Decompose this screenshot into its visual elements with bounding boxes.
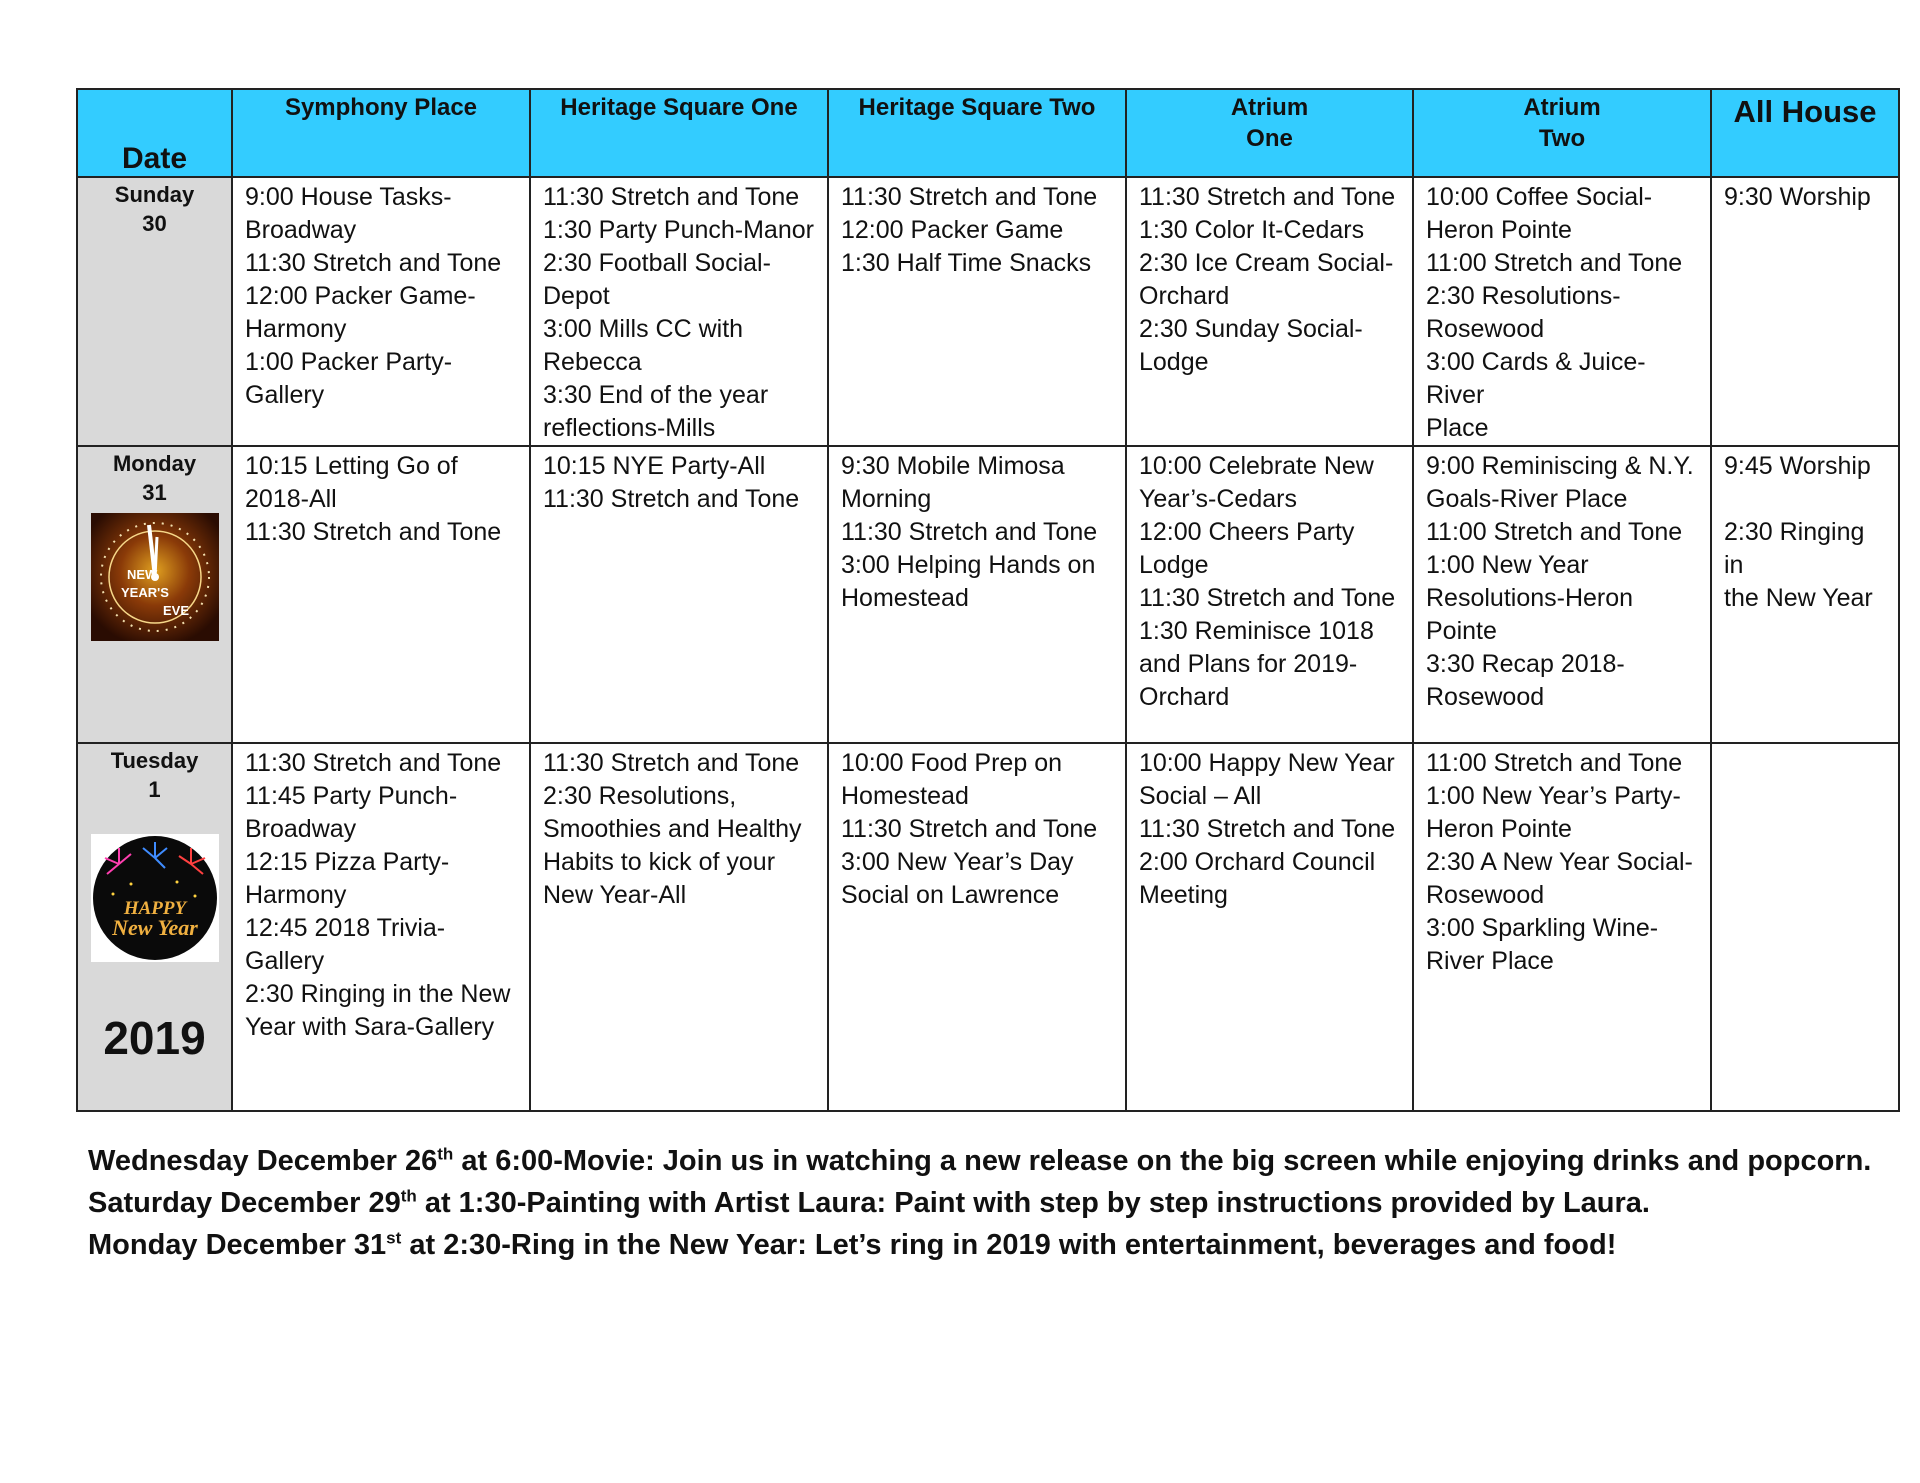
event-item: 11:30 Stretch and Tone xyxy=(245,749,502,777)
column-header-atrium-one: Atrium One xyxy=(1126,89,1413,177)
svg-text:HAPPY: HAPPY xyxy=(123,898,186,919)
column-header-all-house: All House xyxy=(1711,89,1899,177)
event-item: 10:15 NYE Party-All xyxy=(543,452,766,480)
day-name: Tuesday xyxy=(110,748,199,773)
event-item: 1:00 New Year Resolutions-Heron Pointe xyxy=(1426,551,1634,645)
event-item: 11:30 Stretch and Tone xyxy=(543,485,800,513)
event-cell xyxy=(1711,177,1899,446)
schedule-row-monday xyxy=(77,446,1899,743)
event-item: 10:00 Happy New Year Social – All xyxy=(1139,749,1395,810)
column-header-heritage-square-one: Heritage Square One xyxy=(530,89,828,177)
note-line: Saturday December 29th at 1:30-Painting with Artist Laura: Paint with step by step instructions provided by Laura. xyxy=(88,1186,1650,1219)
column-header-symphony-place: Symphony Place xyxy=(232,89,530,177)
event-item: 2:30 Ringing in the New Year with Sara-Gallery xyxy=(245,980,511,1041)
event-item: 9:45 Worship xyxy=(1724,452,1871,480)
event-cell xyxy=(828,177,1126,446)
event-item: 9:00 Reminiscing & N.Y. Goals-River Place xyxy=(1426,452,1694,513)
event-cell xyxy=(530,177,828,446)
event-cell xyxy=(232,743,530,1111)
event-item: 3:00 Mills CC with Rebecca xyxy=(543,315,744,376)
event-item xyxy=(1724,483,1888,516)
event-item: 11:30 Stretch and Tone xyxy=(1139,183,1396,211)
event-cell xyxy=(1413,177,1711,446)
event-item: 11:30 Stretch and Tone xyxy=(841,183,1098,211)
event-item: 3:00 Cards & Juice-River Place xyxy=(1426,348,1646,442)
event-cell xyxy=(1126,743,1413,1111)
event-item: 11:00 Stretch and Tone xyxy=(1426,749,1683,777)
event-item: 1:30 Half Time Snacks xyxy=(841,249,1092,277)
event-item: 2:30 Resolutions, Smoothies and Healthy Habits to kick of your New Year-All xyxy=(543,782,802,909)
event-item: 11:30 Stretch and Tone xyxy=(1139,815,1396,843)
column-header-atrium-two: Atrium Two xyxy=(1413,89,1711,177)
event-item: 3:30 Recap 2018- Rosewood xyxy=(1426,650,1625,711)
date-cell xyxy=(77,446,232,743)
date-cell xyxy=(77,743,232,1111)
event-item: 2:00 Orchard Council Meeting xyxy=(1139,848,1376,909)
new-years-eve-clock-icon xyxy=(91,513,219,641)
event-item: 2:30 Ringing in the New Year xyxy=(1724,518,1873,612)
event-item: 9:00 House Tasks- Broadway xyxy=(245,183,452,244)
event-item: 1:30 Reminisce 1018 and Plans for 2019- Orchard xyxy=(1139,617,1374,711)
event-item: 9:30 Mobile Mimosa Morning xyxy=(841,452,1065,513)
event-item: 10:00 Food Prep on Homestead xyxy=(841,749,1062,810)
event-item: 10:00 Celebrate New Year’s-Cedars xyxy=(1139,452,1374,513)
schedule-row-tuesday xyxy=(77,743,1899,1111)
event-cell xyxy=(1413,743,1711,1111)
event-item: 1:30 Party Punch-Manor xyxy=(543,216,814,244)
schedule-row-sunday xyxy=(77,177,1899,446)
event-item: 11:30 Stretch and Tone xyxy=(1139,584,1396,612)
event-item: 1:30 Color It-Cedars xyxy=(1139,216,1365,244)
event-item: 3:00 New Year’s Day Social on Lawrence xyxy=(841,848,1074,909)
event-cell xyxy=(1711,743,1899,1111)
date-column-header: Date xyxy=(77,89,232,177)
header-row xyxy=(77,89,1899,177)
event-cell xyxy=(1711,446,1899,743)
event-cell xyxy=(1413,446,1711,743)
event-item: 12:15 Pizza Party- Harmony xyxy=(245,848,450,909)
year-label: 2019 xyxy=(103,1012,206,1064)
event-item: 12:00 Packer Game- Harmony xyxy=(245,282,476,343)
svg-text:YEAR'S: YEAR'S xyxy=(120,585,169,600)
svg-text:New Year: New Year xyxy=(111,915,198,940)
event-cell xyxy=(828,446,1126,743)
event-item: 3:00 Helping Hands on Homestead xyxy=(841,551,1096,612)
day-name: Sunday xyxy=(114,182,195,207)
event-item: 11:30 Stretch and Tone xyxy=(245,249,502,277)
event-cell xyxy=(1126,177,1413,446)
event-item: 11:30 Stretch and Tone xyxy=(543,749,800,777)
event-item: 12:45 2018 Trivia- Gallery xyxy=(245,914,446,975)
event-item: 2:30 Sunday Social- Lodge xyxy=(1139,315,1363,376)
event-cell xyxy=(530,446,828,743)
event-item: 11:45 Party Punch- Broadway xyxy=(245,782,458,843)
event-item: 11:30 Stretch and Tone xyxy=(841,518,1098,546)
special-events-notes xyxy=(88,1140,1878,1266)
event-item: 2:30 Football Social- Depot xyxy=(543,249,771,310)
event-item: 12:00 Packer Game xyxy=(841,216,1064,244)
svg-text:EVE: EVE xyxy=(162,603,189,618)
event-item: 9:30 Worship xyxy=(1724,183,1871,211)
day-number: 31 xyxy=(142,480,167,505)
event-item: 3:30 End of the year reflections-Mills xyxy=(543,381,769,442)
event-cell xyxy=(530,743,828,1111)
svg-text:NEW: NEW xyxy=(126,567,157,582)
column-header-heritage-square-two: Heritage Square Two xyxy=(828,89,1126,177)
event-item: 11:30 Stretch and Tone xyxy=(543,183,800,211)
event-item: 11:00 Stretch and Tone xyxy=(1426,249,1683,277)
event-cell xyxy=(232,446,530,743)
event-item: 2:30 A New Year Social- Rosewood xyxy=(1426,848,1693,909)
date-cell xyxy=(77,177,232,446)
note-line: Monday December 31st at 2:30-Ring in the New Year: Let’s ring in 2019 with entertainment, beverages and food! xyxy=(88,1228,1617,1261)
event-item: 1:00 Packer Party- Gallery xyxy=(245,348,453,409)
event-item: 10:15 Letting Go of 2018-All xyxy=(245,452,458,513)
event-item: 11:00 Stretch and Tone xyxy=(1426,518,1683,546)
event-item: 10:00 Coffee Social- Heron Pointe xyxy=(1426,183,1653,244)
event-cell xyxy=(828,743,1126,1111)
event-item: 1:00 New Year’s Party- Heron Pointe xyxy=(1426,782,1681,843)
event-cell xyxy=(232,177,530,446)
schedule-table xyxy=(76,88,1900,1112)
day-name: Monday xyxy=(112,451,197,476)
event-item: 12:00 Cheers Party Lodge xyxy=(1139,518,1355,579)
event-item: 11:30 Stretch and Tone xyxy=(841,815,1098,843)
day-number: 1 xyxy=(148,777,161,802)
event-item: 2:30 Resolutions- Rosewood xyxy=(1426,282,1621,343)
event-item: 2:30 Ice Cream Social- Orchard xyxy=(1139,249,1394,310)
note-line: Wednesday December 26th at 6:00-Movie: Join us in watching a new release on the big screen while enjoying drinks and popcorn. xyxy=(88,1144,1872,1177)
event-item: 3:00 Sparkling Wine- River Place xyxy=(1426,914,1659,975)
happy-new-year-fireworks-icon xyxy=(91,834,219,962)
event-item: 11:30 Stretch and Tone xyxy=(245,518,502,546)
event-cell xyxy=(1126,446,1413,743)
day-number: 30 xyxy=(142,211,167,236)
